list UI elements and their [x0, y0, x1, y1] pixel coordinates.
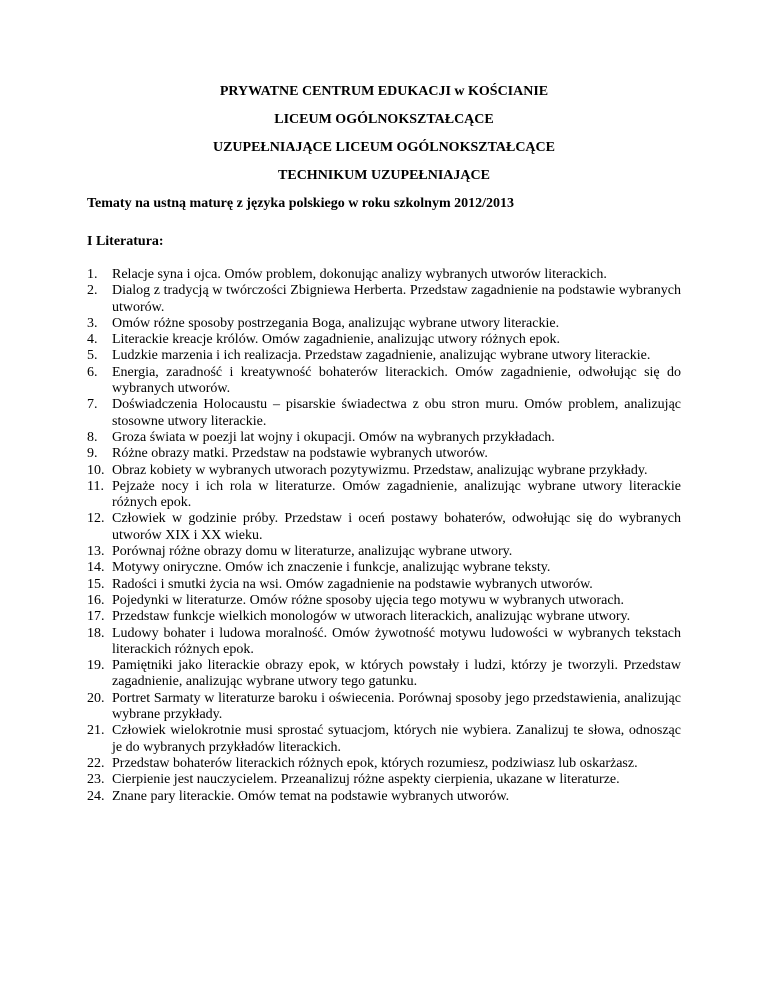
topic-number: 11. — [87, 478, 104, 494]
topic-item — [87, 348, 681, 364]
topic-text: Porównaj różne obrazy domu w literaturze, analizując wybrane utwory. — [112, 544, 513, 560]
topic-number: 20. — [87, 690, 105, 706]
topic-text: Obraz kobiety w wybranych utworach pozytywizmu. Przedstaw, analizując wybrane przykłady. — [112, 462, 648, 478]
topic-number: 3. — [87, 315, 98, 331]
topic-number: 13. — [87, 544, 105, 560]
topic-number: 18. — [87, 625, 105, 641]
topic-item — [87, 789, 681, 805]
topic-item — [87, 397, 681, 430]
topic-item — [87, 560, 681, 576]
topic-number: 14. — [87, 560, 105, 576]
topic-number: 23. — [87, 772, 105, 788]
topic-text: Pojedynki w literaturze. Omów różne sposoby ujęcia tego motywu w wybranych utworach. — [112, 592, 625, 608]
topic-number: 12. — [87, 511, 105, 527]
school-type-2: UZUPEŁNIAJĄCE LICEUM OGÓLNOKSZTAŁCĄCE — [212, 140, 555, 155]
topic-item — [87, 430, 681, 446]
topic-number: 9. — [87, 446, 98, 462]
topic-item — [87, 772, 681, 788]
section-title: I Literatura: — [87, 234, 164, 249]
topic-text: Groza świata w poezji lat wojny i okupacji. Omów na wybranych przykładach. — [112, 429, 555, 445]
topic-item — [87, 723, 681, 756]
document-subtitle: Tematy na ustną maturę z języka polskiego w roku szkolnym 2012/2013 — [87, 196, 515, 211]
topics-list — [87, 267, 681, 805]
topic-number: 5. — [87, 348, 98, 364]
topic-item — [87, 463, 681, 479]
topic-number: 17. — [87, 609, 105, 625]
topic-text: Przedstaw bohaterów literackich różnych epok, których rozumiesz, podziwiasz lub oskarżasz. — [112, 755, 638, 771]
school-name: PRYWATNE CENTRUM EDUKACJI w KOŚCIANIE — [219, 84, 549, 99]
topic-text: Ludowy bohater i ludowa moralność. Omów żywotność motywu ludowości w wybranych tekstach literackich różnych epok. — [112, 625, 681, 657]
topic-item — [87, 593, 681, 609]
topic-number: 15. — [87, 576, 105, 592]
topic-text: Znane pary literackie. Omów temat na podstawie wybranych utworów. — [112, 788, 510, 804]
topic-number: 7. — [87, 397, 98, 413]
topic-item — [87, 316, 681, 332]
topic-text: Literackie kreacje królów. Omów zagadnienie, analizując utwory różnych epok. — [112, 332, 561, 348]
topic-item — [87, 626, 681, 659]
topic-text: Człowiek wielokrotnie musi sprostać sytuacjom, których nie wybiera. Zanalizuj te słowa, odnosząc je do wybranych przykładów literackich. — [112, 723, 681, 755]
topic-item — [87, 365, 681, 398]
topic-number: 1. — [87, 267, 98, 282]
topic-item — [87, 332, 681, 348]
topic-text: Pamiętniki jako literackie obrazy epok, w których powstały i ludzi, którzy je tworzyli. Przedstaw zagadnienie, analizując wybrane utwory tego gatunku. — [112, 658, 681, 690]
topic-item — [87, 446, 681, 462]
school-type-1: LICEUM OGÓLNOKSZTAŁCĄCE — [274, 112, 494, 127]
topic-text: Przedstaw funkcje wielkich monologów w utworach literackich, analizując wybrane utwory. — [112, 609, 631, 625]
topic-item — [87, 577, 681, 593]
topic-number: 21. — [87, 723, 105, 739]
topic-text: Omów różne sposoby postrzegania Boga, analizując wybrane utwory literackie. — [112, 315, 560, 331]
topic-text: Cierpienie jest nauczycielem. Przeanalizuj różne aspekty cierpienia, ukazane w literaturze. — [112, 772, 620, 788]
topic-number: 8. — [87, 429, 98, 445]
topic-text: Dialog z tradycją w twórczości Zbigniewa Herberta. Przedstaw zagadnienie na podstawie wybranych utworów. — [112, 283, 681, 315]
topic-number: 6. — [87, 364, 98, 380]
topic-number: 10. — [87, 462, 105, 478]
topic-item — [87, 609, 681, 625]
topic-text: Portret Sarmaty w literaturze baroku i oświecenia. Porównaj sposoby jego przedstawienia, analizując wybrane przykłady. — [112, 690, 681, 723]
topic-number: 4. — [87, 332, 98, 348]
topic-item — [87, 479, 681, 512]
topic-number: 22. — [87, 755, 105, 771]
topic-item — [87, 511, 681, 544]
topic-item — [87, 283, 681, 316]
topic-text: Relacje syna i ojca. Omów problem, dokonując analizy wybranych utworów literackich. — [112, 267, 607, 282]
school-type-3: TECHNIKUM UZUPEŁNIAJĄCE — [278, 168, 490, 183]
topic-text: Ludzkie marzenia i ich realizacja. Przedstaw zagadnienie, analizując wybrane utwory literackie. — [112, 348, 651, 364]
topic-item — [87, 756, 681, 772]
topic-text: Motywy oniryczne. Omów ich znaczenie i funkcje, analizując wybrane teksty. — [112, 560, 551, 576]
topic-text: Radości i smutki życia na wsi. Omów zagadnienie na podstawie wybranych utworów. — [112, 576, 593, 592]
topic-text: Człowiek w godzinie próby. Przedstaw i oceń postawy bohaterów, odwołując się do wybranych utworów XIX i XX wieku. — [112, 511, 681, 543]
topic-number: 24. — [87, 788, 105, 804]
topic-number: 19. — [87, 658, 105, 674]
topic-text: Różne obrazy matki. Przedstaw na podstawie wybranych utworów. — [112, 446, 488, 462]
topic-number: 2. — [87, 283, 98, 299]
topic-number: 16. — [87, 592, 105, 608]
topic-item — [87, 267, 681, 283]
topic-text: Energia, zaradność i kreatywność bohaterów literackich. Omów zagadnienie, odwołując się do wybranych utworów. — [112, 364, 681, 397]
topic-text: Doświadczenia Holocaustu – pisarskie świadectwa z obu stron muru. Omów problem, analizując stosowne utwory literackie. — [112, 397, 681, 429]
topic-item — [87, 658, 681, 691]
topic-text: Pejzaże nocy i ich rola w literaturze. Omów zagadnienie, analizując wybrane utwory literackie różnych epok. — [112, 478, 681, 511]
topic-item — [87, 544, 681, 560]
topic-item — [87, 691, 681, 724]
